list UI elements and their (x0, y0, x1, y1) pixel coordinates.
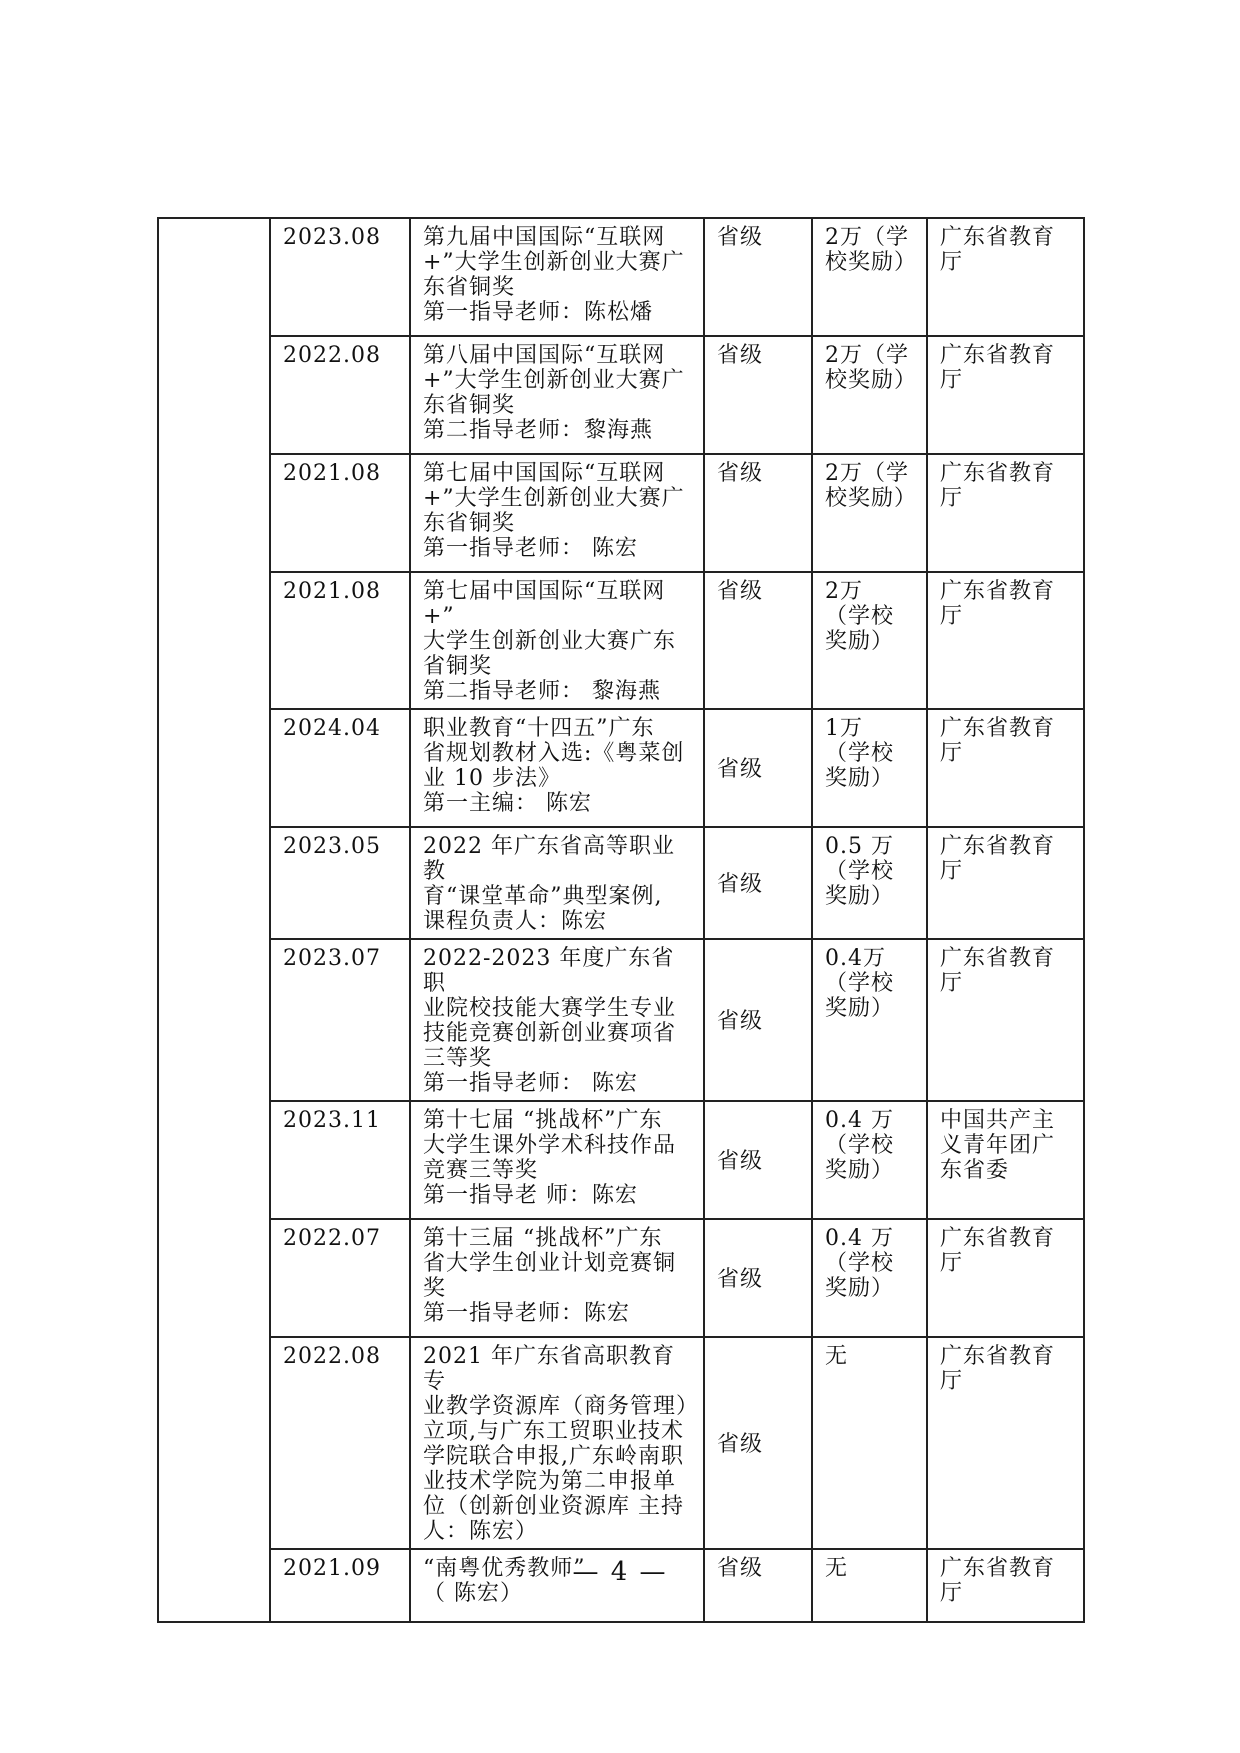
project-cell-line: 第七届中国国际“互联网+” (423, 579, 666, 629)
project-cell (410, 1219, 704, 1337)
funding-cell-line: （学校 (825, 859, 895, 884)
page-number: — 4 — (572, 1557, 668, 1587)
level-cell: 省级 (704, 218, 812, 336)
awards-table-body (158, 218, 1084, 1622)
date-cell: 2022.08 (270, 1337, 410, 1549)
issuer-cell (927, 1219, 1084, 1337)
project-cell-line: “南粤优秀教师” (423, 1556, 586, 1581)
project-cell-line: 第十三届 “挑战杯”广东 (423, 1226, 663, 1251)
level-cell: 省级 (704, 1219, 812, 1337)
level-cell: 省级 (704, 1549, 812, 1622)
table-row (158, 336, 1084, 454)
level-cell: 省级 (704, 1337, 812, 1549)
funding-cell (812, 827, 927, 939)
table-row (158, 1337, 1084, 1549)
issuer-cell-line: 广东省教育 (940, 946, 1056, 971)
issuer-cell (927, 1101, 1084, 1219)
date-cell: 2024.04 (270, 709, 410, 827)
funding-cell (812, 1101, 927, 1219)
project-cell-line: 东省铜奖 (423, 393, 516, 418)
issuer-cell-line: 广东省教育 (940, 1344, 1056, 1369)
funding-cell (812, 454, 927, 572)
funding-cell-line: 2万 (825, 579, 863, 604)
level-cell: 省级 (704, 336, 812, 454)
issuer-cell-line: 义青年团广 (940, 1133, 1056, 1158)
project-cell-line: 2022-2023 年度广东省职 (423, 946, 675, 996)
project-cell (410, 454, 704, 572)
table-row (158, 827, 1084, 939)
project-cell-line: 技能竞赛创新创业赛项省 (423, 1021, 677, 1046)
level-cell: 省级 (704, 572, 812, 709)
issuer-cell (927, 827, 1084, 939)
project-cell-line: （ 陈宏） (423, 1581, 523, 1606)
project-cell-line: 第二指导老师： 黎海燕 (423, 679, 661, 704)
issuer-cell (927, 709, 1084, 827)
funding-cell-line: 2万（学 (825, 343, 909, 368)
table-row (158, 454, 1084, 572)
issuer-cell (927, 454, 1084, 572)
project-cell-line: 省铜奖 (423, 654, 493, 679)
project-cell-line: 人：陈宏） (423, 1519, 539, 1544)
date-cell: 2023.08 (270, 218, 410, 336)
project-cell-line: +”大学生创新创业大赛广 (423, 250, 685, 275)
project-cell-line: 第一指导老师：陈松燔 (423, 300, 654, 325)
project-cell-line: 省大学生创业计划竞赛铜 (423, 1251, 677, 1276)
project-cell (410, 572, 704, 709)
funding-cell-line: 校奖励） (825, 368, 918, 393)
project-cell (410, 827, 704, 939)
funding-cell-line: 奖励） (825, 996, 895, 1021)
project-cell-line: +”大学生创新创业大赛广 (423, 368, 685, 393)
project-cell-line: 大学生创新创业大赛广东 (423, 629, 677, 654)
funding-cell-line: 0.4 万 (825, 1226, 894, 1251)
funding-cell-line: 奖励） (825, 766, 895, 791)
table-row (158, 939, 1084, 1101)
table-row (158, 709, 1084, 827)
funding-cell-line: （学校 (825, 1251, 895, 1276)
issuer-cell-line: 广东省教育 (940, 343, 1056, 368)
funding-cell-line: 1万 (825, 716, 863, 741)
funding-cell-line: 奖励） (825, 1276, 895, 1301)
project-cell-line: 三等奖 (423, 1046, 493, 1071)
project-cell-line: 第二指导老师：黎海燕 (423, 418, 654, 443)
issuer-cell-line: 广东省教育 (940, 834, 1056, 859)
issuer-cell-line: 广东省教育 (940, 1226, 1056, 1251)
project-cell-line: 东省铜奖 (423, 511, 516, 536)
funding-cell-line: 奖励） (825, 884, 895, 909)
project-cell-line: 第七届中国国际“互联网 (423, 461, 666, 486)
project-cell (410, 1337, 704, 1549)
project-cell-line: 业教学资源库（商务管理） (423, 1394, 700, 1419)
funding-cell (812, 218, 927, 336)
issuer-cell (927, 939, 1084, 1101)
issuer-cell-line: 厅 (940, 971, 964, 996)
funding-cell-line: 0.4 万 (825, 1108, 894, 1133)
issuer-cell-line: 厅 (940, 486, 964, 511)
funding-cell-line: 校奖励） (825, 486, 918, 511)
project-cell-line: 第一指导老师：陈宏 (423, 1301, 631, 1326)
funding-cell-line: （学校 (825, 1133, 895, 1158)
date-cell: 2022.07 (270, 1219, 410, 1337)
project-cell-line: 课程负责人：陈宏 (423, 909, 608, 934)
funding-cell (812, 1219, 927, 1337)
table-row (158, 572, 1084, 709)
issuer-cell-line: 广东省教育 (940, 579, 1056, 604)
awards-table (157, 217, 1085, 1623)
issuer-cell (927, 572, 1084, 709)
funding-cell (812, 336, 927, 454)
project-cell-line: 2021 年广东省高职教育专 (423, 1344, 675, 1394)
date-cell: 2021.08 (270, 572, 410, 709)
category-cell (158, 218, 270, 1622)
issuer-cell (927, 218, 1084, 336)
issuer-cell-line: 厅 (940, 1251, 964, 1276)
level-cell: 省级 (704, 709, 812, 827)
issuer-cell-line: 广东省教育 (940, 225, 1056, 250)
funding-cell-line: （学校 (825, 741, 895, 766)
project-cell (410, 709, 704, 827)
funding-cell-line: （学校 (825, 604, 895, 629)
funding-cell-line: 奖励） (825, 629, 895, 654)
project-cell-line: 第九届中国国际“互联网 (423, 225, 666, 250)
project-cell-line: 位（创新创业资源库 主持 (423, 1494, 684, 1519)
funding-cell (812, 572, 927, 709)
project-cell-line: 业 10 步法》 (423, 766, 561, 791)
funding-cell-line: （学校 (825, 971, 895, 996)
project-cell-line: 第一主编： 陈宏 (423, 791, 592, 816)
project-cell-line: 东省铜奖 (423, 275, 516, 300)
issuer-cell-line: 厅 (940, 250, 964, 275)
project-cell-line: 第一指导老师： 陈宏 (423, 536, 638, 561)
table-row (158, 218, 1084, 336)
funding-cell (812, 939, 927, 1101)
project-cell-line: +”大学生创新创业大赛广 (423, 486, 685, 511)
funding-cell-line: 2万（学 (825, 225, 909, 250)
project-cell-line: 第一指导老师： 陈宏 (423, 1071, 638, 1096)
issuer-cell-line: 厅 (940, 1369, 964, 1394)
date-cell: 2023.07 (270, 939, 410, 1101)
date-cell: 2022.08 (270, 336, 410, 454)
date-cell: 2023.11 (270, 1101, 410, 1219)
issuer-cell-line: 广东省教育 (940, 461, 1056, 486)
level-cell: 省级 (704, 1101, 812, 1219)
project-cell-line: 育“课堂革命”典型案例, (423, 884, 663, 909)
table-row (158, 1219, 1084, 1337)
level-cell: 省级 (704, 454, 812, 572)
project-cell-line: 省规划教材入选:《粤菜创 (423, 741, 685, 766)
project-cell-line: 职业教育“十四五”广东 (423, 716, 655, 741)
issuer-cell-line: 广东省教育 (940, 716, 1056, 741)
project-cell-line: 立项,与广东工贸职业技术 (423, 1419, 684, 1444)
project-cell-line: 2022 年广东省高等职业教 (423, 834, 675, 884)
issuer-cell-line: 厅 (940, 741, 964, 766)
funding-cell-line: 0.4万 (825, 946, 886, 971)
table-row (158, 1101, 1084, 1219)
issuer-cell-line: 广东省教育 (940, 1556, 1056, 1581)
project-cell-line: 业院校技能大赛学生专业 (423, 996, 677, 1021)
funding-cell-line: 无 (825, 1344, 849, 1369)
level-cell: 省级 (704, 939, 812, 1101)
issuer-cell-line: 厅 (940, 604, 964, 629)
issuer-cell (927, 336, 1084, 454)
date-cell: 2023.05 (270, 827, 410, 939)
issuer-cell-line: 中国共产主 (940, 1108, 1056, 1133)
funding-cell-line: 0.5 万 (825, 834, 894, 859)
project-cell-line: 竞赛三等奖 (423, 1158, 539, 1183)
project-cell (410, 939, 704, 1101)
level-cell: 省级 (704, 827, 812, 939)
funding-cell (812, 709, 927, 827)
project-cell (410, 1101, 704, 1219)
date-cell: 2021.09 (270, 1549, 410, 1622)
funding-cell-line: 无 (825, 1556, 849, 1581)
issuer-cell-line: 厅 (940, 859, 964, 884)
funding-cell-line: 奖励） (825, 1158, 895, 1183)
funding-cell-line: 校奖励） (825, 250, 918, 275)
project-cell-line: 奖 (423, 1276, 447, 1301)
funding-cell (812, 1337, 927, 1549)
issuer-cell (927, 1337, 1084, 1549)
funding-cell-line: 2万（学 (825, 461, 909, 486)
project-cell-line: 第一指导老 师：陈宏 (423, 1183, 638, 1208)
issuer-cell-line: 厅 (940, 368, 964, 393)
project-cell-line: 业技术学院为第二申报单 (423, 1469, 677, 1494)
project-cell-line: 学院联合申报,广东岭南职 (423, 1444, 684, 1469)
issuer-cell-line: 东省委 (940, 1158, 1010, 1183)
project-cell-line: 第八届中国国际“互联网 (423, 343, 666, 368)
project-cell (410, 336, 704, 454)
issuer-cell-line: 厅 (940, 1581, 964, 1606)
project-cell-line: 第十七届 “挑战杯”广东 (423, 1108, 663, 1133)
date-cell: 2021.08 (270, 454, 410, 572)
project-cell-line: 大学生课外学术科技作品 (423, 1133, 677, 1158)
project-cell (410, 218, 704, 336)
